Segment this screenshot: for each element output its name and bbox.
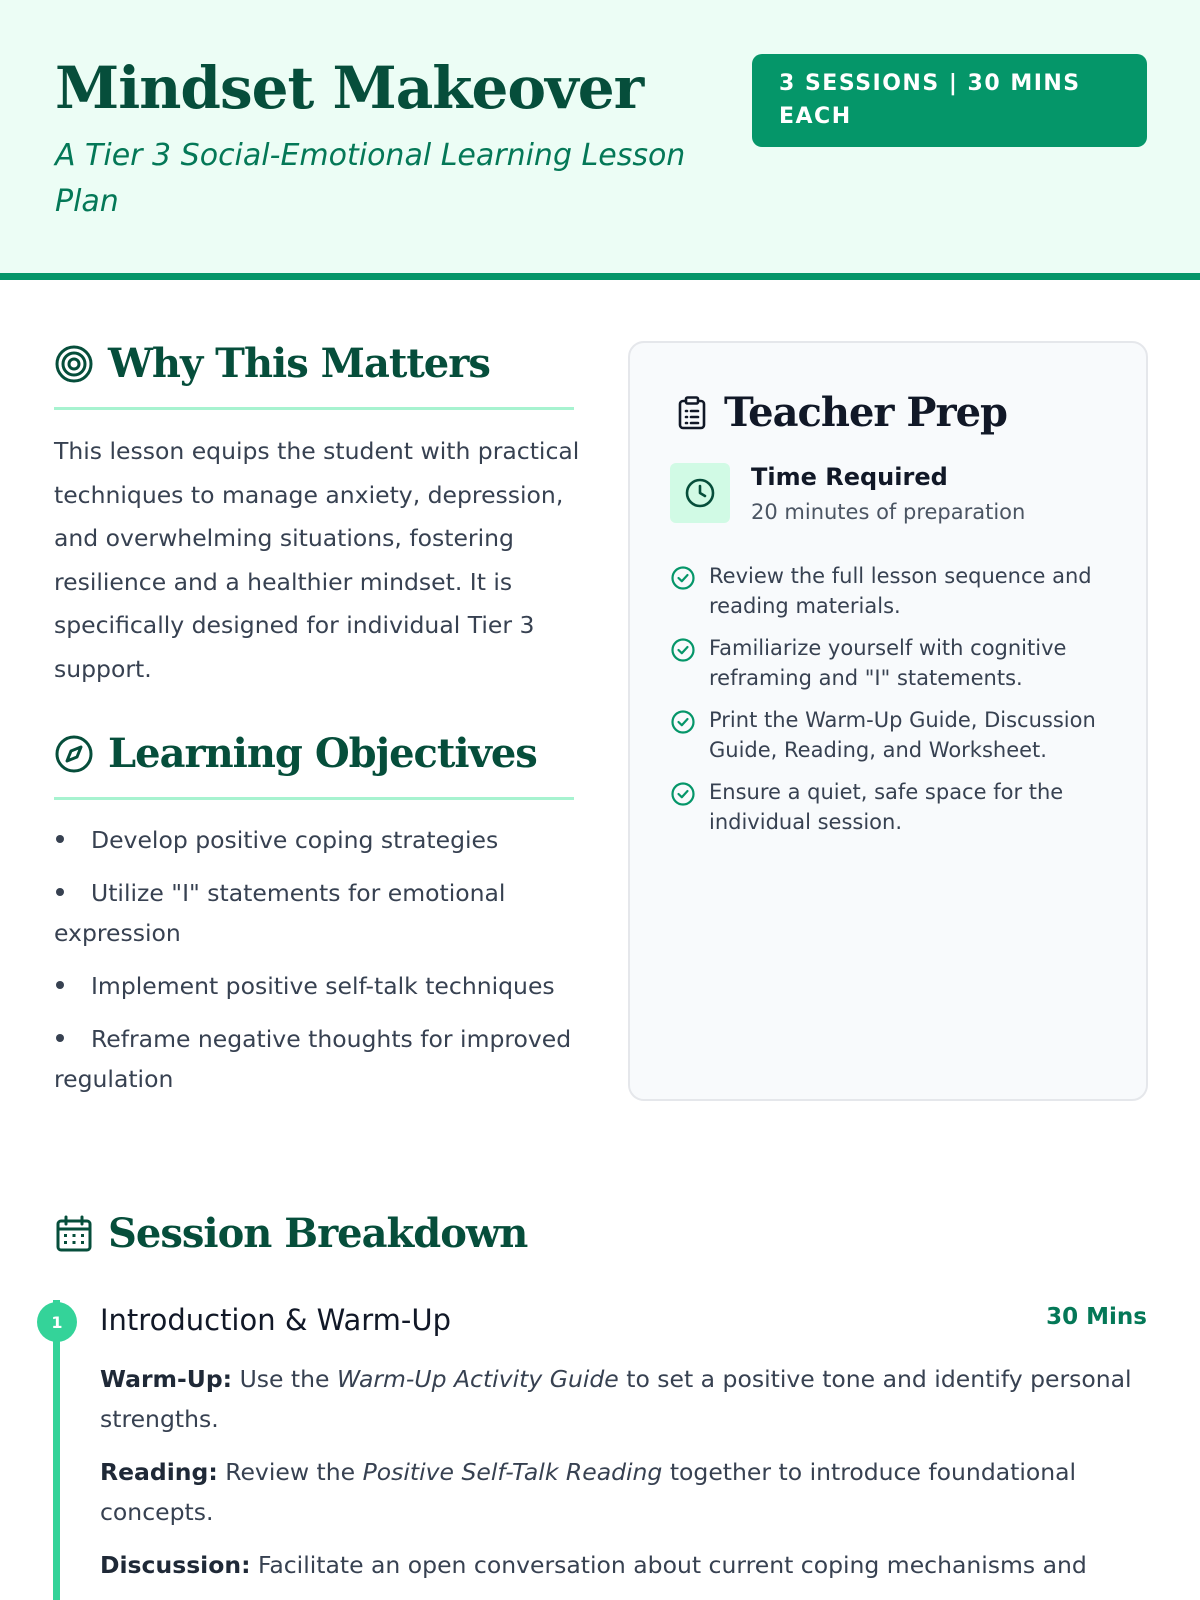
- target-icon: [54, 344, 94, 384]
- sessions-title: Session Breakdown: [108, 1210, 528, 1257]
- time-icon-box: [670, 463, 730, 523]
- session-steps: [100, 1359, 1150, 1598]
- sessions-badge: 3 SESSIONS | 30 MINS EACH: [752, 54, 1147, 147]
- page-subtitle: A Tier 3 Social-Emotional Learning Lesson Plan: [55, 138, 686, 219]
- why-divider: [54, 407, 574, 410]
- list-item: Familiarize yourself with cognitive reframing and "I" statements.: [670, 633, 1120, 693]
- prep-title: Teacher Prep: [724, 389, 1007, 436]
- objectives-title: Learning Objectives: [108, 730, 537, 777]
- check-circle-icon: [670, 781, 696, 807]
- prep-heading: [674, 389, 1007, 436]
- objectives-list: [54, 820, 584, 1112]
- session-step: Reading: Review the Positive Self-Talk Reading together to introduce foundational concepts.: [100, 1458, 1077, 1526]
- list-item: Ensure a quiet, safe space for the individual session.: [670, 777, 1120, 837]
- prep-checklist: [670, 561, 1120, 849]
- list-item: Implement positive self-talk techniques: [54, 966, 584, 1006]
- session-number-badge: 1: [37, 1302, 77, 1342]
- check-circle-icon: [670, 637, 696, 663]
- list-item: Utilize "I" statements for emotional expression: [54, 873, 584, 953]
- list-item: Reframe negative thoughts for improved regulation: [54, 1019, 584, 1099]
- list-item: Print the Warm-Up Guide, Discussion Guide, Reading, and Worksheet.: [670, 705, 1120, 765]
- timeline-line: [53, 1300, 60, 1600]
- page-header: [0, 0, 1200, 280]
- session-title: Introduction & Warm-Up: [100, 1303, 452, 1337]
- time-required-label: Time Required: [751, 463, 948, 491]
- page-title: Mindset Makeover: [55, 54, 644, 122]
- objectives-divider: [54, 797, 574, 800]
- list-item: Review the full lesson sequence and reading materials.: [670, 561, 1120, 621]
- why-body: This lesson equips the student with practical techniques to manage anxiety, depression, and overwhelming situations, fostering resilience and a healthier mindset. It is specifically designed for individual Tier 3 support.: [54, 437, 580, 683]
- sessions-heading: [54, 1210, 527, 1257]
- session-duration: 30 Mins: [1046, 1304, 1147, 1330]
- calendar-icon: [54, 1214, 94, 1254]
- why-title: Why This Matters: [108, 340, 490, 387]
- session-step: Discussion: Facilitate an open conversation about current coping mechanisms and: [100, 1551, 1087, 1579]
- clipboard-icon: [674, 395, 710, 431]
- objectives-heading: [54, 730, 537, 777]
- why-heading: [54, 340, 490, 387]
- time-required-value: 20 minutes of preparation: [751, 500, 1026, 524]
- session-step: Warm-Up: Use the Warm-Up Activity Guide to set a positive tone and identify personal strengths.: [100, 1365, 1132, 1433]
- list-item: Develop positive coping strategies: [54, 820, 584, 860]
- clock-icon: [684, 477, 716, 509]
- teacher-prep-card: [628, 341, 1148, 1101]
- compass-icon: [54, 734, 94, 774]
- check-circle-icon: [670, 709, 696, 735]
- check-circle-icon: [670, 565, 696, 591]
